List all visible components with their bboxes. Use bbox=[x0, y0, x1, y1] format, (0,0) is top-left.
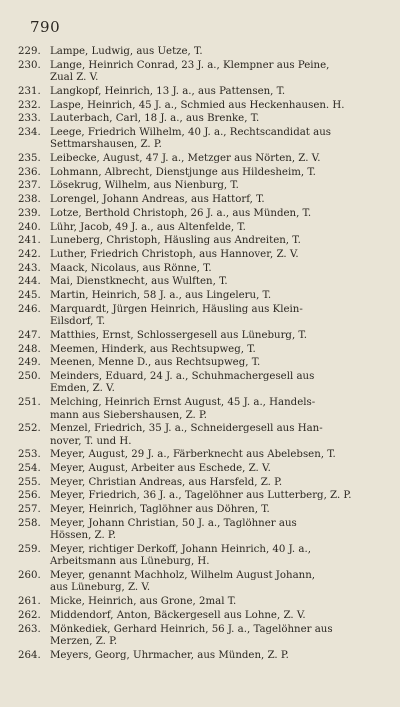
list-item bbox=[18, 113, 386, 125]
list-item bbox=[18, 290, 386, 302]
entry-number: 234. bbox=[18, 126, 41, 138]
entry-text: Meyer, genannt Machholz, Wilhelm August Johann, aus Lüneburg, Z. V. bbox=[50, 570, 316, 594]
list-item bbox=[18, 180, 386, 192]
list-item bbox=[18, 276, 386, 288]
entry-list bbox=[18, 46, 386, 662]
list-item bbox=[18, 127, 386, 152]
entry-text: Meyer, richtiger Derkoff, Johann Heinrich, 40 J. a., Arbeitsmann aus Lüneburg, H. bbox=[50, 543, 311, 568]
entry-number: 238. bbox=[18, 194, 41, 206]
entry-number: 260. bbox=[18, 570, 41, 582]
entry-text: Luneberg, Christoph, Häusling aus Andreiten, T. bbox=[50, 235, 301, 247]
entry-text: Lange, Heinrich Conrad, 23 J. a., Klempner aus Peine, Zual Z. V. bbox=[50, 59, 330, 84]
entry-text: Meyer, August, 29 J. a., Färberknecht aus Abelebsen, T. bbox=[50, 449, 336, 461]
entry-number: 259. bbox=[18, 543, 41, 555]
entry-text: Meyer, Johann Christian, 50 J. a., Taglöhner aus Hössen, Z. P. bbox=[50, 517, 297, 542]
list-item bbox=[18, 208, 386, 220]
entry-number: 239. bbox=[18, 207, 41, 219]
entry-text: Lösekrug, Wilhelm, aus Nienburg, T. bbox=[50, 180, 239, 192]
list-item bbox=[18, 344, 386, 356]
entry-text: Meenen, Menne D., aus Rechtsupweg, T. bbox=[50, 357, 261, 369]
entry-number: 241. bbox=[18, 235, 41, 247]
entry-text: Melching, Heinrich Ernst August, 45 J. a., Handels- mann aus Siebershausen, Z. P. bbox=[50, 397, 316, 421]
entry-number: 253. bbox=[18, 449, 41, 461]
list-item bbox=[18, 423, 386, 448]
entry-number: 251. bbox=[18, 397, 41, 409]
entry-number: 230. bbox=[18, 59, 41, 71]
list-item bbox=[18, 596, 386, 608]
entry-text: Meyer, August, Arbeiter aus Eschede, Z. V. bbox=[50, 463, 271, 475]
entry-number: 235. bbox=[18, 153, 41, 165]
entry-text: Matthies, Ernst, Schlossergesell aus Lüneburg, T. bbox=[50, 329, 307, 341]
list-item bbox=[18, 477, 386, 489]
entry-text: Lampe, Ludwig, aus Uetze, T. bbox=[50, 46, 203, 57]
entry-number: 263. bbox=[18, 623, 41, 635]
entry-number: 249. bbox=[18, 357, 41, 369]
entry-number: 248. bbox=[18, 343, 41, 355]
entry-number: 255. bbox=[18, 476, 41, 488]
list-item bbox=[18, 504, 386, 516]
entry-number: 261. bbox=[18, 596, 41, 608]
entry-text: Lorengel, Johann Andreas, aus Hattorf, T. bbox=[50, 194, 265, 206]
list-item bbox=[18, 60, 386, 85]
entry-number: 233. bbox=[18, 113, 41, 125]
entry-number: 264. bbox=[18, 649, 41, 661]
list-item bbox=[18, 194, 386, 206]
entry-number: 244. bbox=[18, 276, 41, 288]
list-item bbox=[18, 624, 386, 649]
entry-text: Middendorf, Anton, Bäckergesell aus Lohne, Z. V. bbox=[50, 609, 306, 621]
entry-text: Mönkediek, Gerhard Heinrich, 56 J. a., Tagelöhner aus Merzen, Z. P. bbox=[50, 623, 333, 647]
list-item bbox=[18, 86, 386, 98]
entry-number: 242. bbox=[18, 248, 41, 260]
entry-number: 262. bbox=[18, 609, 41, 621]
entry-number: 256. bbox=[18, 490, 41, 502]
entry-number: 250. bbox=[18, 370, 41, 382]
entry-text: Maack, Nicolaus, aus Rönne, T. bbox=[50, 262, 212, 274]
list-item bbox=[18, 544, 386, 569]
entry-number: 240. bbox=[18, 221, 41, 233]
list-item bbox=[18, 222, 386, 234]
entry-number: 232. bbox=[18, 99, 41, 111]
list-item bbox=[18, 449, 386, 461]
entry-text: Meyers, Georg, Uhrmacher, aus Münden, Z. P. bbox=[50, 649, 289, 661]
list-item bbox=[18, 397, 386, 422]
entry-text: Meyer, Heinrich, Taglöhner aus Döhren, T. bbox=[50, 504, 270, 516]
entry-text: Lauterbach, Carl, 18 J. a., aus Brenke, T. bbox=[50, 113, 260, 125]
entry-number: 237. bbox=[18, 180, 41, 192]
entry-text: Martin, Heinrich, 58 J. a., aus Lingeleru, T. bbox=[50, 290, 272, 302]
entry-number: 258. bbox=[18, 517, 41, 529]
entry-text: Leibecke, August, 47 J. a., Metzger aus Nörten, Z. V. bbox=[50, 153, 321, 165]
list-item bbox=[18, 330, 386, 342]
list-item bbox=[18, 518, 386, 543]
page-number: 790 bbox=[30, 18, 61, 36]
entry-number: 236. bbox=[18, 166, 41, 178]
list-item bbox=[18, 235, 386, 247]
entry-text: Lotze, Berthold Christoph, 26 J. a., aus Münden, T. bbox=[50, 207, 312, 219]
entry-number: 257. bbox=[18, 504, 41, 516]
entry-text: Meemen, Hinderk, aus Rechtsupweg, T. bbox=[50, 343, 256, 355]
list-item bbox=[18, 249, 386, 261]
entry-text: Mai, Dienstknecht, aus Wulften, T. bbox=[50, 276, 228, 288]
list-item bbox=[18, 490, 386, 502]
entry-text: Meinders, Eduard, 24 J. a., Schuhmachergesell aus Emden, Z. V. bbox=[50, 370, 315, 395]
entry-text: Langkopf, Heinrich, 13 J. a., aus Pattensen, T. bbox=[50, 85, 286, 97]
list-item bbox=[18, 610, 386, 622]
entry-text: Meyer, Friedrich, 36 J. a., Tagelöhner aus Lutterberg, Z. P. bbox=[50, 490, 352, 502]
entry-number: 231. bbox=[18, 85, 41, 97]
entry-text: Menzel, Friedrich, 35 J. a., Schneidergesell aus Han- nover, T. und H. bbox=[50, 423, 323, 447]
list-item bbox=[18, 357, 386, 369]
entry-number: 245. bbox=[18, 290, 41, 302]
entry-text: Meyer, Christian Andreas, aus Harsfeld, Z. P. bbox=[50, 476, 283, 488]
entry-number: 254. bbox=[18, 463, 41, 475]
entry-text: Luther, Friedrich Christoph, aus Hannover, Z. V. bbox=[50, 248, 299, 260]
list-item bbox=[18, 153, 386, 165]
entry-number: 252. bbox=[18, 423, 41, 435]
list-item bbox=[18, 570, 386, 595]
list-item bbox=[18, 304, 386, 329]
list-item bbox=[18, 167, 386, 179]
entry-text: Leege, Friedrich Wilhelm, 40 J. a., Rechtscandidat aus Settmarshausen, Z. P. bbox=[50, 126, 331, 151]
entry-text: Lühr, Jacob, 49 J. a., aus Altenfelde, T. bbox=[50, 221, 246, 233]
list-item bbox=[18, 650, 386, 662]
list-item bbox=[18, 463, 386, 475]
entry-text: Laspe, Heinrich, 45 J. a., Schmied aus Heckenhausen. H. bbox=[50, 99, 345, 111]
list-item bbox=[18, 371, 386, 396]
entry-number: 246. bbox=[18, 303, 41, 315]
entry-number: 243. bbox=[18, 262, 41, 274]
entry-text: Lohmann, Albrecht, Dienstjunge aus Hildesheim, T. bbox=[50, 166, 316, 178]
entry-number: 247. bbox=[18, 329, 41, 341]
entry-text: Micke, Heinrich, aus Grone, 2mal T. bbox=[50, 596, 237, 608]
list-item bbox=[18, 263, 386, 275]
list-item bbox=[18, 46, 386, 58]
entry-number: 229. bbox=[18, 46, 41, 57]
list-item bbox=[18, 100, 386, 112]
entry-text: Marquardt, Jürgen Heinrich, Häusling aus Klein- Eilsdorf, T. bbox=[50, 303, 303, 328]
